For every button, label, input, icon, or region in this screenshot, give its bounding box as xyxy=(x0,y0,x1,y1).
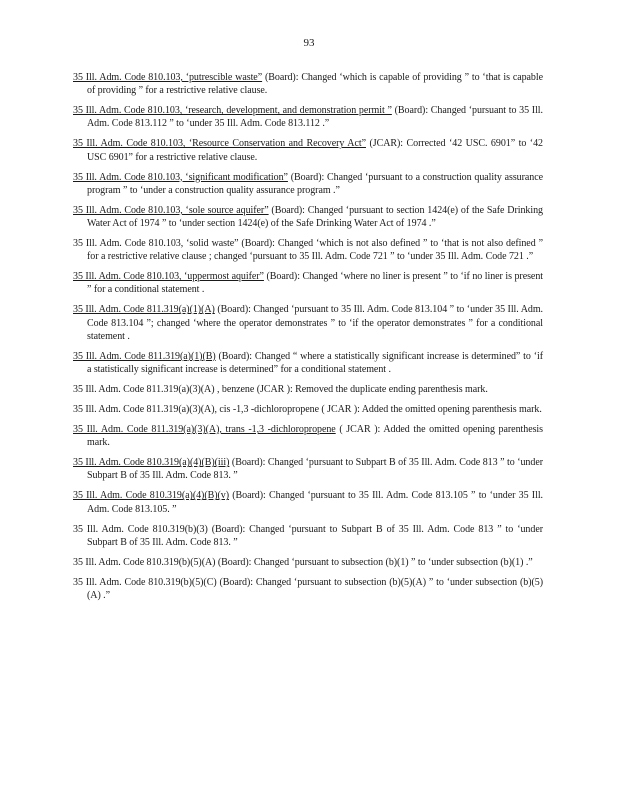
entry-trans-dichloropropene xyxy=(73,423,543,449)
entry-uppermost-aquifer xyxy=(73,270,543,296)
entry-810-319-b3 xyxy=(73,523,543,549)
page-number: 93 xyxy=(303,37,315,49)
entry-rcra xyxy=(73,137,543,163)
entry-text: 35 Ill. Adm. Code 810.319(b)(3) (Board): Changed ‘pursuant to Subpart B of 35 Ill. Adm. Code 813 ” to ‘under Subpart B of 35 Ill. Adm. Code 813. ” xyxy=(73,523,543,548)
entry-ref: 35 Ill. Adm. Code 810.103, ‘significant modification” xyxy=(73,171,288,183)
entry-ref: 35 Ill. Adm. Code 811.319(a)(1)(B) xyxy=(73,350,216,362)
entry-ref: 35 Ill. Adm. Code 811.319(a)(1)(A) xyxy=(73,304,215,316)
entry-811-319-a1b xyxy=(73,350,543,376)
entry-text: (JCAR): Corrected ‘42 USC. 6901” to ‘42 USC 6901” for a restrictive relative clause. xyxy=(87,138,543,163)
entry-810-319-b5a xyxy=(73,556,543,569)
entry-text: ( JCAR ): Added the omitted opening parenthesis mark. xyxy=(87,424,543,449)
entry-ref: 35 Ill. Adm. Code 810.103, ‘research, development, and demonstration permit ” xyxy=(73,105,392,117)
entry-rdd-permit xyxy=(73,104,543,130)
entry-810-319-b5c xyxy=(73,576,543,602)
entry-811-319-a1a xyxy=(73,303,543,343)
entry-text: 35 Ill. Adm. Code 811.319(a)(3)(A), cis -1,3 -dichloropropene ( JCAR ): Added the omitted opening parenthesis mark. xyxy=(73,404,542,416)
entry-text: (Board): Changed ‘pursuant to section 1424(e) of the Safe Drinking Water Act of 1974 ” to ‘under section 1424(e) of the Safe Drinking Water Act of 1974 .” xyxy=(87,204,543,230)
entry-text: (Board): Changed ‘which is capable of providing ” to ‘that is capable of providing ” for a restrictive relative clause. xyxy=(87,72,544,97)
entry-sole-source-aquifer xyxy=(73,204,543,230)
entry-text: 35 Ill. Adm. Code 810.103, ‘solid waste” (Board): Changed ‘which is not also defined ” to ‘that is not also defined ” for a restrictive relative clause ; changed ‘pursuant to 35 Ill. Adm. Code 721 ” to ‘under 35 Ill. Adm. Code 721 .” xyxy=(73,238,543,263)
entry-810-319-a4bv xyxy=(73,489,543,515)
entry-text: (Board): Changed ‘pursuant to Subpart B of 35 Ill. Adm. Code 813 ” to ‘under Subpart B of 35 Ill. Adm. Code 813. ” xyxy=(87,457,544,482)
entry-text: (Board): Changed ‘where no liner is present ” to ‘if no liner is present ” for a conditional statement . xyxy=(87,271,543,296)
entry-text: 35 Ill. Adm. Code 810.319(b)(5)(C) (Board): Changed ‘pursuant to subsection (b)(5)(A) ” to ‘under subsection (b)(5)(A) .” xyxy=(73,576,543,602)
entry-text: (Board): Changed ‘pursuant to 35 Ill. Adm. Code 813.105 ” to ‘under 35 Ill. Adm. Code 813.105. ” xyxy=(87,490,543,515)
entry-text: (Board): Changed ‘pursuant to 35 Ill. Adm. Code 813.112 ” to ‘under 35 Ill. Adm. Code 813.112 .” xyxy=(87,105,543,130)
entry-ref: 35 Ill. Adm. Code 810.319(a)(4)(B)(iii) xyxy=(73,457,230,469)
entry-ref: 35 Ill. Adm. Code 810.103, ‘sole source aquifer” xyxy=(73,204,269,216)
entry-ref: 35 Ill. Adm. Code 810.103, ‘uppermost aquifer” xyxy=(73,271,264,283)
entry-ref: 35 Ill. Adm. Code 811.319(a)(3)(A), trans -1,3 -dichloropropene xyxy=(73,424,336,436)
entry-text: (Board): Changed ‘pursuant to a construction quality assurance program ” to ‘under a construction quality assurance program .” xyxy=(87,171,544,196)
entry-list xyxy=(73,71,543,609)
entry-ref: 35 Ill. Adm. Code 810.103, ‘putrescible waste” xyxy=(73,72,263,83)
entry-significant-modification xyxy=(73,171,543,197)
entry-ref: 35 Ill. Adm. Code 810.319(a)(4)(B)(v) xyxy=(73,490,230,502)
entry-text: (Board): Changed ‘pursuant to 35 Ill. Adm. Code 813.104 ” to ‘under 35 Ill. Adm. Code 813.104 ”; changed ‘where the operator demonstrates ” to ‘if the operator demonstrates ” for a conditional statement . xyxy=(87,304,544,342)
entry-text: 35 Ill. Adm. Code 810.319(b)(5)(A) (Board): Changed ‘pursuant to subsection (b)(1) ” to ‘under subsection (b)(1) .” xyxy=(73,556,533,568)
entry-ref: 35 Ill. Adm. Code 810.103, ‘Resource Conservation and Recovery Act” xyxy=(73,138,366,150)
entry-text: (Board): Changed “ where a statistically significant increase is determined” to ‘if a statistically significant increase is determined” for a conditional statement . xyxy=(87,350,543,376)
entry-benzene xyxy=(73,383,543,396)
entry-solid-waste xyxy=(73,237,543,263)
entry-text: 35 Ill. Adm. Code 811.319(a)(3)(A) , benzene (JCAR ): Removed the duplicate ending parenthesis mark. xyxy=(73,384,488,396)
entry-cis-dichloropropene xyxy=(73,403,543,416)
entry-810-319-a4biii xyxy=(73,456,543,482)
entry-putrescible-waste xyxy=(73,71,543,97)
